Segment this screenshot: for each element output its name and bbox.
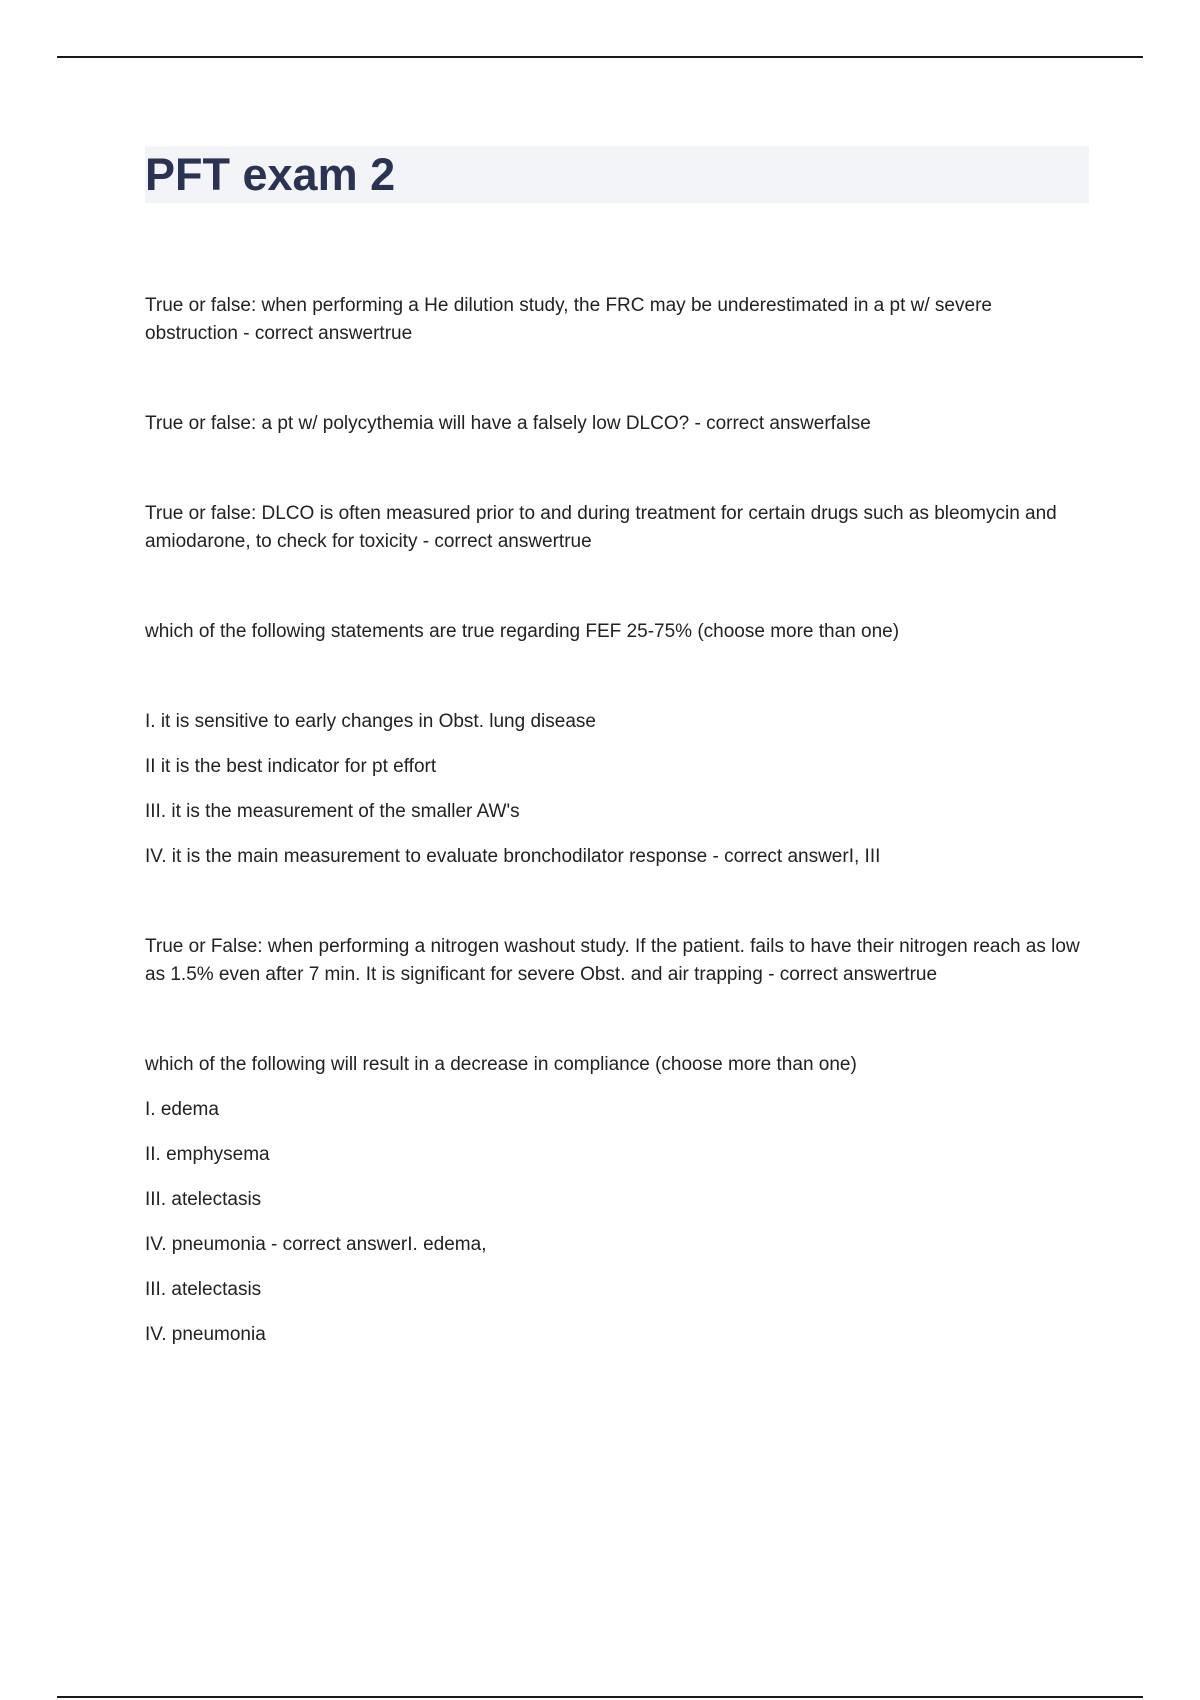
question-dlco-toxicity: True or false: DLCO is often measured prior to and during treatment for certain drugs such as bleomycin and amiodarone, to check for toxicity - correct answertrue [145,503,1057,552]
question-nitrogen-washout: True or False: when performing a nitrogen washout study. If the patient. fails to have their nitrogen reach as low as 1.5% even after 7 min. It is significant for severe Obst. and air trapping - correct answertrue [145,936,1080,985]
fef-option: I. it is sensitive to early changes in Obst. lung disease [145,711,596,732]
compliance-option-answer: IV. pneumonia - correct answerI. edema, [145,1234,487,1255]
footer-rule [57,1696,1143,1698]
question-compliance: which of the following will result in a decrease in compliance (choose more than one) [145,1054,857,1075]
question-he-dilution: True or false: when performing a He dilution study, the FRC may be underestimated in a pt w/ severe obstruction - correct answertrue [145,295,992,344]
compliance-option: IV. pneumonia [145,1324,266,1345]
page-title: PFT exam 2 [145,149,396,200]
fef-option: III. it is the measurement of the smaller AW's [145,801,520,822]
question-fef: which of the following statements are true regarding FEF 25-75% (choose more than one) [145,621,900,642]
compliance-option: III. atelectasis [145,1279,262,1300]
fef-option: II it is the best indicator for pt effort [145,756,437,777]
compliance-option: I. edema [145,1099,219,1120]
question-polycythemia: True or false: a pt w/ polycythemia will have a falsely low DLCO? - correct answerfalse [145,413,871,434]
document-body [145,292,1085,1366]
compliance-option: III. atelectasis [145,1189,262,1210]
header-rule [57,56,1143,58]
compliance-option: II. emphysema [145,1144,270,1165]
fef-option-answer: IV. it is the main measurement to evaluate bronchodilator response - correct answerI, III [145,846,881,867]
